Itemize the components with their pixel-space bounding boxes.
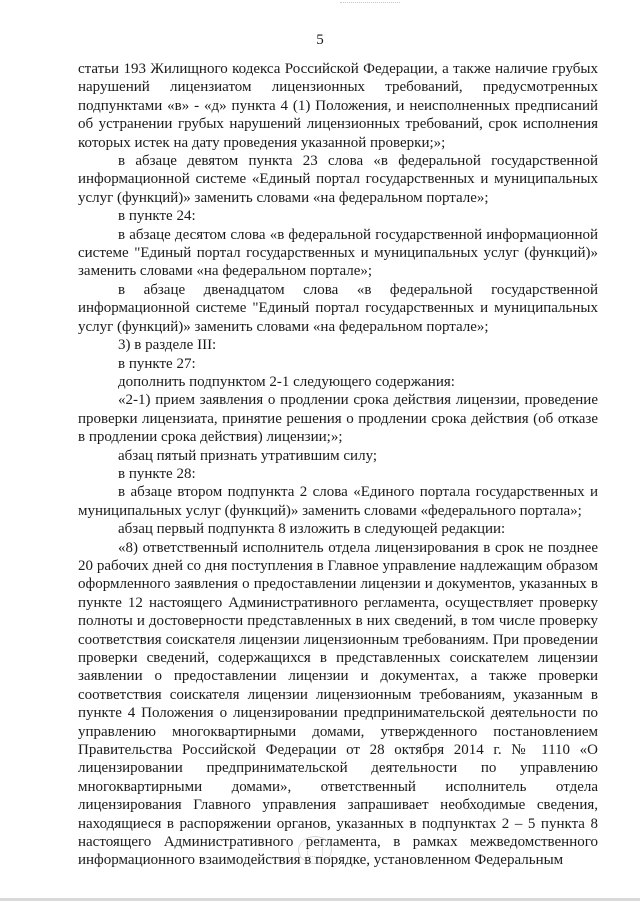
paragraph: в пункте 28:: [118, 465, 196, 482]
paragraph: в абзаце десятом слова «в федеральной государственной информационной системе "Единый портал государственных и муниципальных услуг (функций)» заменить словами «на федеральном портале»;: [78, 226, 598, 280]
scan-artifact: [340, 2, 400, 7]
scan-edge: [0, 898, 640, 901]
paragraph: абзац первый подпункта 8 изложить в следующей редакции:: [118, 521, 506, 538]
paragraph: «2-1) прием заявления о продлении срока действия лицензии, проведение проверки лицензиата, принятие решения о продлении срока действия (об отказе в продлении срока действия) лицензии;»;: [78, 392, 598, 446]
page-number: 5: [316, 32, 324, 48]
paragraph: в пункте 24:: [118, 208, 196, 225]
paragraph: абзац пятый признать утратившим силу;: [118, 447, 378, 464]
paragraph: «8) ответственный исполнитель отдела лицензирования в срок не позднее 20 рабочих дней со дня поступления в Главное управление надлежащим образом оформленного заявления о предоставлении лицензии и документов, указанных в пункте 12 настоящего Административного регламента, осуществляет проверку полноты и достоверности представленных в них сведений, в том числе проверку соответствия соискателя лицензии лицензионным требованиям. При проведении проверки сведений, содержащихся в представленных соискателем лицензии заявлении о предоставлении лицензии и документах, а также проверки соответствия соискателя лицензии лицензионным требованиям, указанным в пункте 4 Положения о лицензировании предпринимательской деятельности по управлению многоквартирными домами, утвержденного постановлением Правительства Российской Федерации от 28 октября 2014 г. № 1110 «О лицензировании предпринимательской деятельности по управлению многоквартирными домами», ответственный исполнитель отдела лицензирования Главного управления запрашивает необходимые сведения, находящиеся в распоряжении органов, указанных в подпунктах 2 – 5 пункта 8 настоящего Административного регламента, в рамках межведомственного информационного взаимодействия в порядке, установленном Федеральным: [78, 539, 598, 869]
paragraph: в абзаце двенадцатом слова «в федеральной государственной информационной системе "Единый портал государственных и муниципальных услуг (функций)» заменить словами «на федеральном портале»;: [78, 281, 598, 335]
stamp-mark: [298, 836, 332, 864]
paragraph: в абзаце втором подпункта 2 слова «Единого портала государственных и муниципальных услуг (функций)» заменить словами «федерального портала»;: [78, 484, 598, 519]
paragraph: дополнить подпунктом 2-1 следующего содержания:: [118, 373, 455, 390]
paragraph: статьи 193 Жилищного кодекса Российской Федерации, а также наличие грубых нарушений лицензиатом лицензионных требований, предусмотренных подпунктами «в» - «д» пункта 4 (1) Положения, и неисполненных предписаний об устранении грубых нарушений лицензионных требований, срок исполнения которых истек на дату проведения указанной проверки;»;: [78, 61, 598, 151]
paragraph: в пункте 27:: [118, 355, 196, 372]
document-body: [78, 60, 598, 870]
paragraph: в абзаце девятом пункта 23 слова «в федеральной государственной информационной системе «Единый портал государственных и муниципальных услуг (функций)» заменить словами «на федеральном портале»;: [78, 153, 598, 206]
paragraph: 3) в разделе III:: [118, 337, 217, 354]
